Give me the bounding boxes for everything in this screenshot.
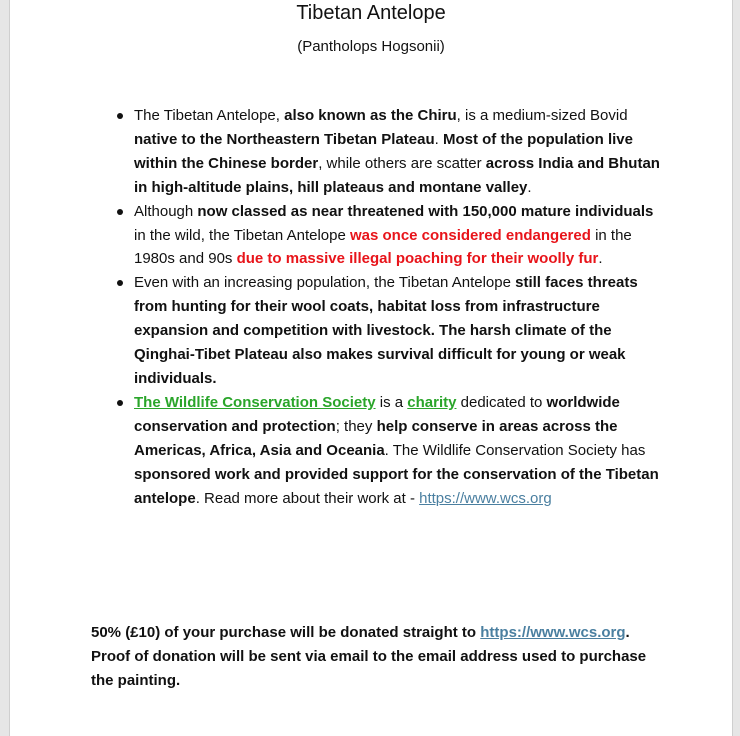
text-run: . Read more about their work at - <box>195 489 420 507</box>
text-run: ; they <box>335 417 377 435</box>
text-link[interactable]: The Wildlife Conservation Society <box>134 393 376 411</box>
text-run: Even with an increasing population, the Tibetan Antelope <box>134 274 516 292</box>
text-run: due to massive illegal poaching for their woolly fur <box>236 250 599 268</box>
text-link[interactable]: https://www.wcs.org <box>419 489 552 507</box>
text-run: Although <box>134 202 198 220</box>
text-run: 50% (£10) of your purchase will be donated straight to <box>91 624 481 641</box>
text-run: sponsored work and provided support for the conservation of the Tibetan antelope <box>134 465 659 507</box>
text-run: now classed as near threatened with 150,000 mature individuals <box>197 202 654 220</box>
text-run: was once considered endangered <box>349 226 591 244</box>
bullet-item <box>134 200 662 272</box>
text-run: , while others are scatter <box>318 154 486 172</box>
document-page <box>9 0 733 736</box>
text-run: The Tibetan Antelope, <box>134 107 285 124</box>
text-run: dedicated to <box>456 393 547 411</box>
text-run: also known as the Chiru <box>284 107 457 124</box>
text-run: worldwide conservation and protection <box>134 393 620 435</box>
text-link[interactable]: charity <box>407 393 457 411</box>
donation-note <box>91 621 661 693</box>
text-run: still faces threats from hunting for their wool coats, habitat loss from infrastructure expansion and competition with livestock. The harsh climate of the Qinghai-Tibet Plateau also makes survival difficult for young or weak individuals. <box>134 274 638 387</box>
text-run: . <box>434 130 443 148</box>
document-title: Tibetan Antelope <box>296 2 446 24</box>
text-run: in the 1980s and 90s <box>134 226 632 268</box>
text-run: in the wild, the Tibetan Antelope <box>134 226 350 244</box>
text-run: . <box>527 178 532 196</box>
bullet-item <box>134 271 662 391</box>
text-run: is a <box>375 393 408 411</box>
text-run: . The Wildlife Conservation Society has <box>384 441 646 459</box>
bullet-item <box>134 391 662 511</box>
text-run: . Proof of donation will be sent via email to the email address used to purchase the painting. <box>91 624 647 689</box>
text-run: help conserve in areas across the Americas, Africa, Asia and Oceania <box>134 417 618 459</box>
document-subtitle: (Pantholops Hogsonii) <box>297 38 445 55</box>
bullet-list <box>134 104 662 510</box>
text-run: , is a medium-sized Bovid <box>456 107 628 124</box>
text-run: . <box>598 250 603 268</box>
text-run: across India and Bhutan in high-altitude plains, hill plateaus and montane valley <box>134 154 660 196</box>
text-run: Most of the population live within the Chinese border <box>134 130 633 172</box>
bullet-item <box>134 104 662 200</box>
text-link[interactable]: https://www.wcs.org <box>480 624 626 641</box>
text-run: native to the Northeastern Tibetan Plateau <box>134 130 435 148</box>
